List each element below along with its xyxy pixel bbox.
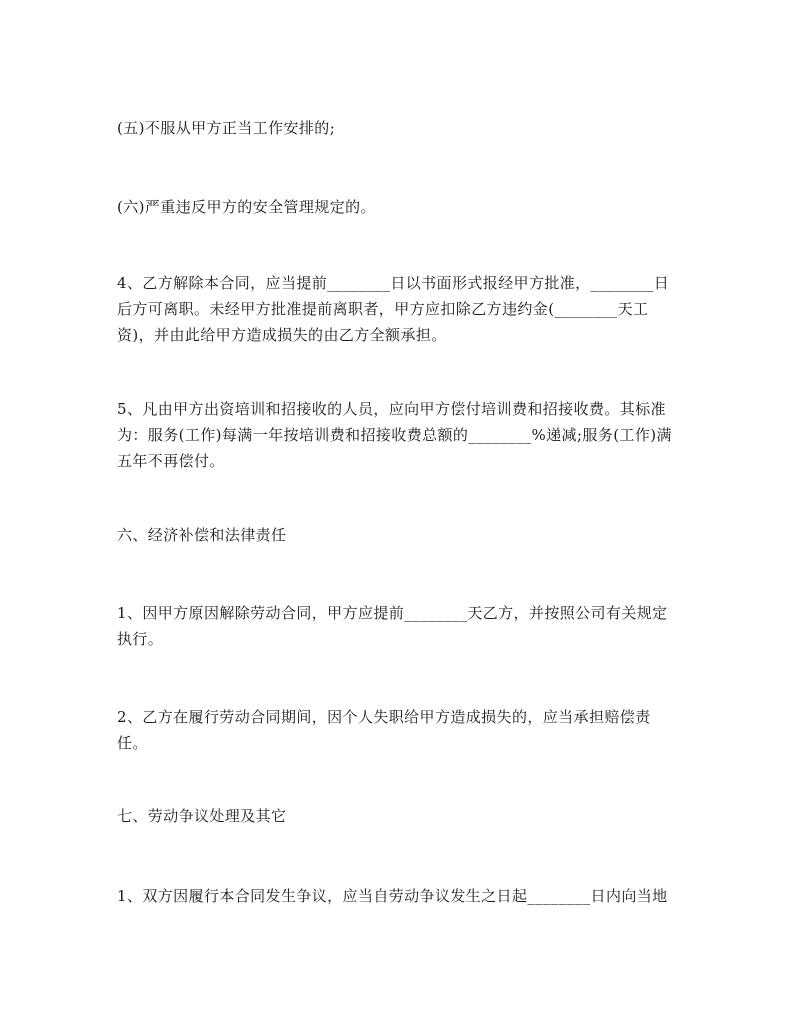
section-7-heading — [117, 803, 679, 829]
text-line: (六)严重违反甲方的安全管理规定的。 — [117, 198, 376, 216]
text-line: 执行。 — [117, 630, 164, 648]
text-line: (五)不服从甲方正当工作安排的; — [117, 119, 336, 137]
heading-text: 七、劳动争议处理及其它 — [117, 807, 287, 825]
text-line: 五年不再偿付。 — [117, 452, 225, 470]
heading-text: 六、经济补偿和法律责任 — [117, 526, 287, 544]
section-6-heading — [117, 522, 679, 548]
clause-5-paragraph — [117, 396, 679, 474]
text-line: 1、双方因履行本合同发生争议，应当自劳动争议发生之日起________日内向当地 — [117, 887, 668, 905]
text-line: 4、乙方解除本合同，应当提前________日以书面形式报经甲方批准，________日 — [117, 274, 670, 292]
text-line: 2、乙方在履行劳动合同期间，因个人失职给甲方造成损失的，应当承担赔偿责 — [117, 708, 651, 726]
text-line: 5、凡由甲方出资培训和招接收的人员，应向甲方偿付培训费和招接收费。其标准 — [117, 400, 666, 418]
list-item-5 — [117, 115, 679, 141]
section-6-clause-2 — [117, 704, 679, 756]
text-line: 任。 — [117, 734, 148, 752]
section-6-clause-1 — [117, 600, 679, 652]
text-line: 为：服务(工作)每满一年按培训费和招接收费总额的________%递减;服务(工作)满 — [117, 426, 672, 444]
text-line: 后方可离职。未经甲方批准提前离职者，甲方应扣除乙方违约金(________天工 — [117, 300, 649, 318]
text-line: 资)，并由此给甲方造成损失的由乙方全额承担。 — [117, 326, 447, 344]
section-7-clause-1 — [117, 883, 679, 909]
clause-4-paragraph — [117, 270, 679, 348]
text-line: 1、因甲方原因解除劳动合同，甲方应提前________天乙方，并按照公司有关规定 — [117, 604, 668, 622]
list-item-6 — [117, 194, 679, 220]
